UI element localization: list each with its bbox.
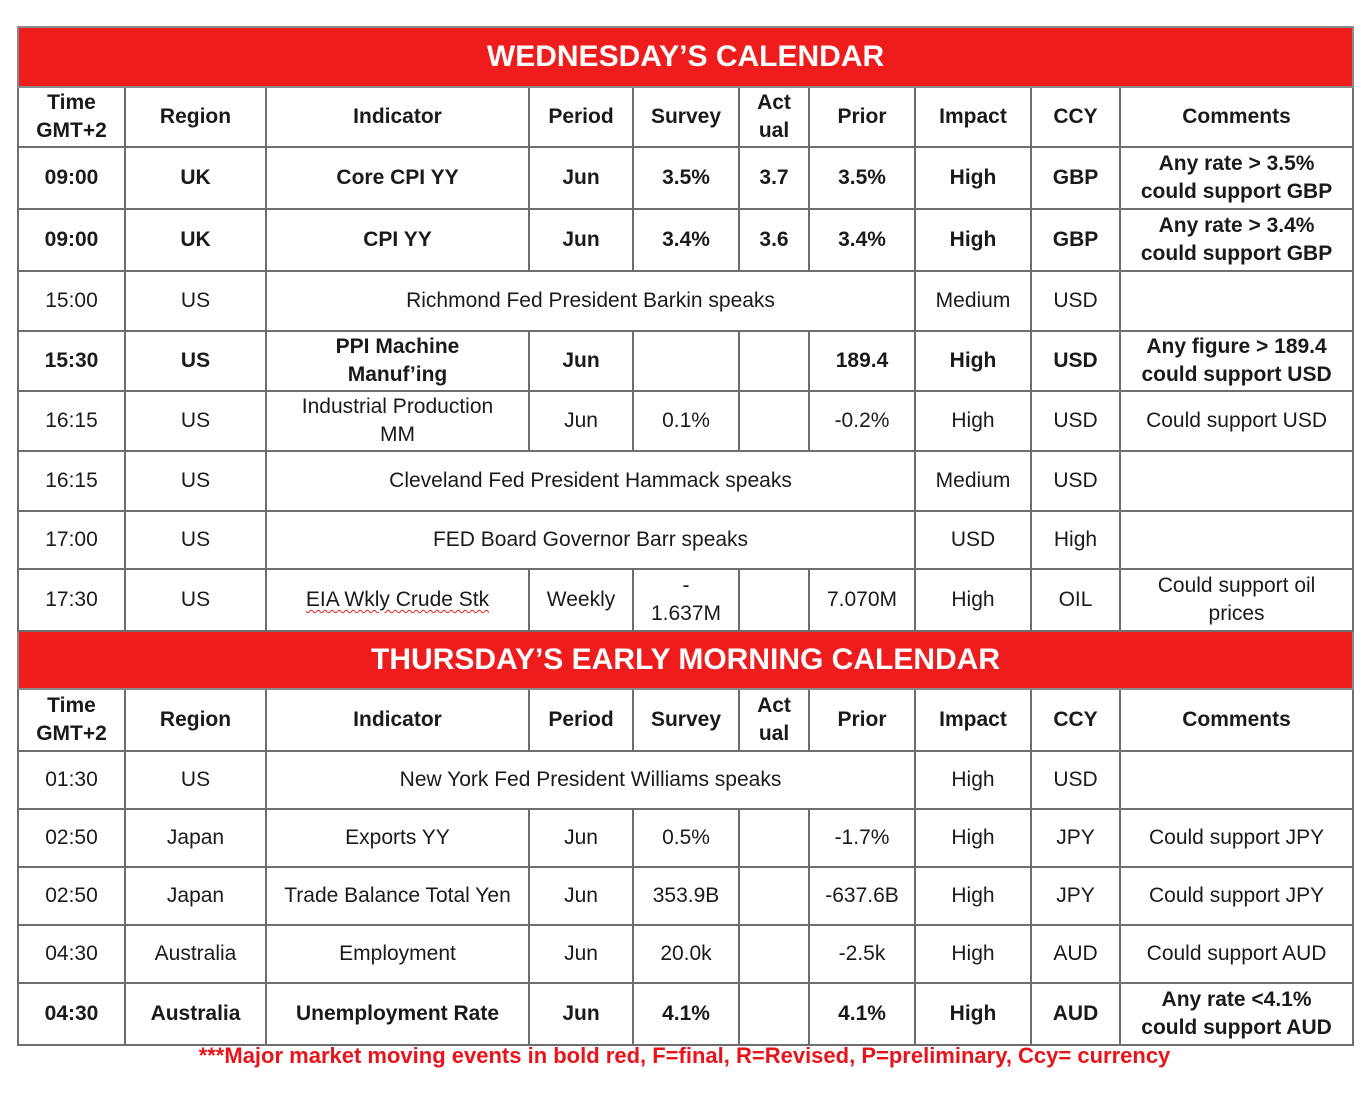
cell-indicator: Employment	[266, 925, 529, 983]
cell-survey: 20.0k	[633, 925, 739, 983]
thursday-title: THURSDAY’S EARLY MORNING CALENDAR	[18, 631, 1353, 689]
cell-comments: Any rate > 3.4% could support GBP	[1120, 209, 1353, 271]
cell-period: Jun	[529, 867, 633, 925]
cell-comments	[1120, 511, 1353, 569]
cell-region: Japan	[125, 809, 266, 867]
table-row	[18, 451, 1353, 511]
cell-survey: 0.5%	[633, 809, 739, 867]
cell-actual	[739, 391, 809, 451]
header-comments: Comments	[1120, 87, 1353, 147]
header-indicator: Indicator	[266, 87, 529, 147]
header-actual: Act ual	[739, 689, 809, 751]
cell-region: US	[125, 751, 266, 809]
cell-region: US	[125, 391, 266, 451]
cell-survey: 4.1%	[633, 983, 739, 1045]
cell-prior: 7.070M	[809, 569, 915, 631]
cell-survey: - 1.637M	[633, 569, 739, 631]
table-row	[18, 925, 1353, 983]
cell-prior: -2.5k	[809, 925, 915, 983]
cell-time: 15:00	[18, 271, 125, 331]
footnote: ***Major market moving events in bold red, F=final, R=Revised, P=preliminary, Ccy= currency	[198, 1043, 1171, 1068]
cell-region: US	[125, 271, 266, 331]
cell-comments: Could support USD	[1120, 391, 1353, 451]
cell-indicator: CPI YY	[266, 209, 529, 271]
cell-comments	[1120, 271, 1353, 331]
cell-period: Jun	[529, 983, 633, 1045]
cell-impact: High	[915, 809, 1031, 867]
cell-actual: 3.7	[739, 147, 809, 209]
cell-region: Australia	[125, 983, 266, 1045]
cell-survey: 0.1%	[633, 391, 739, 451]
cell-prior: -0.2%	[809, 391, 915, 451]
cell-region: Japan	[125, 867, 266, 925]
header-ccy: CCY	[1031, 689, 1120, 751]
cell-prior: 189.4	[809, 331, 915, 391]
table-row	[18, 271, 1353, 331]
cell-period: Jun	[529, 147, 633, 209]
cell-comments: Could support AUD	[1120, 925, 1353, 983]
cell-indicator: Unemployment Rate	[266, 983, 529, 1045]
cell-region: US	[125, 511, 266, 569]
header-period: Period	[529, 689, 633, 751]
cell-ccy: JPY	[1031, 809, 1120, 867]
header-actual: Act ual	[739, 87, 809, 147]
cell-ccy: USD	[1031, 331, 1120, 391]
header-prior: Prior	[809, 689, 915, 751]
table-row	[18, 751, 1353, 809]
table-row	[18, 569, 1353, 631]
header-prior: Prior	[809, 87, 915, 147]
cell-survey	[633, 331, 739, 391]
cell-comments: Any figure > 189.4 could support USD	[1120, 331, 1353, 391]
cell-ccy: GBP	[1031, 147, 1120, 209]
cell-period: Jun	[529, 391, 633, 451]
cell-time: 17:30	[18, 569, 125, 631]
cell-period: Weekly	[529, 569, 633, 631]
cell-region: US	[125, 331, 266, 391]
wednesday-header-row	[18, 87, 1353, 147]
cell-impact: High	[915, 751, 1031, 809]
cell-ccy: High	[1031, 511, 1120, 569]
cell-region: US	[125, 569, 266, 631]
header-period: Period	[529, 87, 633, 147]
cell-comments: Any rate > 3.5% could support GBP	[1120, 147, 1353, 209]
table-row	[18, 867, 1353, 925]
cell-time: 01:30	[18, 751, 125, 809]
cell-comments: Could support JPY	[1120, 809, 1353, 867]
cell-impact: USD	[915, 511, 1031, 569]
cell-ccy: USD	[1031, 391, 1120, 451]
cell-event: New York Fed President Williams speaks	[266, 751, 915, 809]
cell-actual	[739, 809, 809, 867]
table-row	[18, 809, 1353, 867]
cell-impact: High	[915, 925, 1031, 983]
table-row	[18, 511, 1353, 569]
cell-survey: 3.5%	[633, 147, 739, 209]
cell-time: 15:30	[18, 331, 125, 391]
cell-survey: 353.9B	[633, 867, 739, 925]
cell-indicator: Exports YY	[266, 809, 529, 867]
cell-impact: Medium	[915, 451, 1031, 511]
cell-impact: High	[915, 147, 1031, 209]
header-survey: Survey	[633, 87, 739, 147]
cell-prior: 3.5%	[809, 147, 915, 209]
cell-time: 16:15	[18, 391, 125, 451]
cell-ccy: AUD	[1031, 983, 1120, 1045]
table-row	[18, 391, 1353, 451]
cell-impact: High	[915, 867, 1031, 925]
cell-region: Australia	[125, 925, 266, 983]
cell-impact: High	[915, 331, 1031, 391]
cell-impact: High	[915, 209, 1031, 271]
table-row	[18, 983, 1353, 1045]
table-row	[18, 331, 1353, 391]
header-indicator: Indicator	[266, 689, 529, 751]
cell-indicator: Industrial Production MM	[266, 391, 529, 451]
cell-region: UK	[125, 147, 266, 209]
cell-region: UK	[125, 209, 266, 271]
cell-time: 04:30	[18, 983, 125, 1045]
thursday-banner	[18, 631, 1353, 689]
thursday-header-row	[18, 689, 1353, 751]
cell-comments	[1120, 751, 1353, 809]
header-impact: Impact	[915, 87, 1031, 147]
cell-time: 09:00	[18, 209, 125, 271]
table-row	[18, 209, 1353, 271]
cell-prior: 4.1%	[809, 983, 915, 1045]
cell-impact: High	[915, 569, 1031, 631]
cell-comments	[1120, 451, 1353, 511]
cell-comments: Could support JPY	[1120, 867, 1353, 925]
cell-survey: 3.4%	[633, 209, 739, 271]
cell-event: Cleveland Fed President Hammack speaks	[266, 451, 915, 511]
cell-ccy: AUD	[1031, 925, 1120, 983]
header-survey: Survey	[633, 689, 739, 751]
cell-impact: Medium	[915, 271, 1031, 331]
cell-actual	[739, 867, 809, 925]
cell-time: 04:30	[18, 925, 125, 983]
cell-time: 02:50	[18, 867, 125, 925]
cell-period: Jun	[529, 331, 633, 391]
cell-actual: 3.6	[739, 209, 809, 271]
wednesday-title: WEDNESDAY’S CALENDAR	[18, 27, 1353, 87]
wednesday-banner	[18, 27, 1353, 87]
cell-ccy: JPY	[1031, 867, 1120, 925]
cell-impact: High	[915, 983, 1031, 1045]
cell-prior: 3.4%	[809, 209, 915, 271]
cell-event: FED Board Governor Barr speaks	[266, 511, 915, 569]
cell-region: US	[125, 451, 266, 511]
header-time: Time GMT+2	[18, 689, 125, 751]
cell-actual	[739, 331, 809, 391]
economic-calendar	[17, 26, 1352, 1046]
table-row	[18, 147, 1353, 209]
cell-indicator: EIA Wkly Crude Stk	[266, 569, 529, 631]
cell-prior: -1.7%	[809, 809, 915, 867]
header-comments: Comments	[1120, 689, 1353, 751]
cell-ccy: USD	[1031, 751, 1120, 809]
cell-period: Jun	[529, 209, 633, 271]
cell-time: 16:15	[18, 451, 125, 511]
header-ccy: CCY	[1031, 87, 1120, 147]
cell-period: Jun	[529, 809, 633, 867]
cell-indicator: Core CPI YY	[266, 147, 529, 209]
cell-impact: High	[915, 391, 1031, 451]
cell-comments: Could support oil prices	[1120, 569, 1353, 631]
cell-ccy: GBP	[1031, 209, 1120, 271]
cell-ccy: OIL	[1031, 569, 1120, 631]
header-time: Time GMT+2	[18, 87, 125, 147]
calendar-table	[17, 26, 1354, 1046]
cell-ccy: USD	[1031, 271, 1120, 331]
cell-time: 17:00	[18, 511, 125, 569]
cell-time: 02:50	[18, 809, 125, 867]
cell-prior: -637.6B	[809, 867, 915, 925]
cell-actual	[739, 925, 809, 983]
cell-time: 09:00	[18, 147, 125, 209]
cell-actual	[739, 569, 809, 631]
header-impact: Impact	[915, 689, 1031, 751]
cell-indicator: Trade Balance Total Yen	[266, 867, 529, 925]
cell-event: Richmond Fed President Barkin speaks	[266, 271, 915, 331]
cell-ccy: USD	[1031, 451, 1120, 511]
cell-comments: Any rate <4.1% could support AUD	[1120, 983, 1353, 1045]
cell-period: Jun	[529, 925, 633, 983]
cell-indicator: PPI Machine Manuf’ing	[266, 331, 529, 391]
header-region: Region	[125, 689, 266, 751]
cell-actual	[739, 983, 809, 1045]
header-region: Region	[125, 87, 266, 147]
